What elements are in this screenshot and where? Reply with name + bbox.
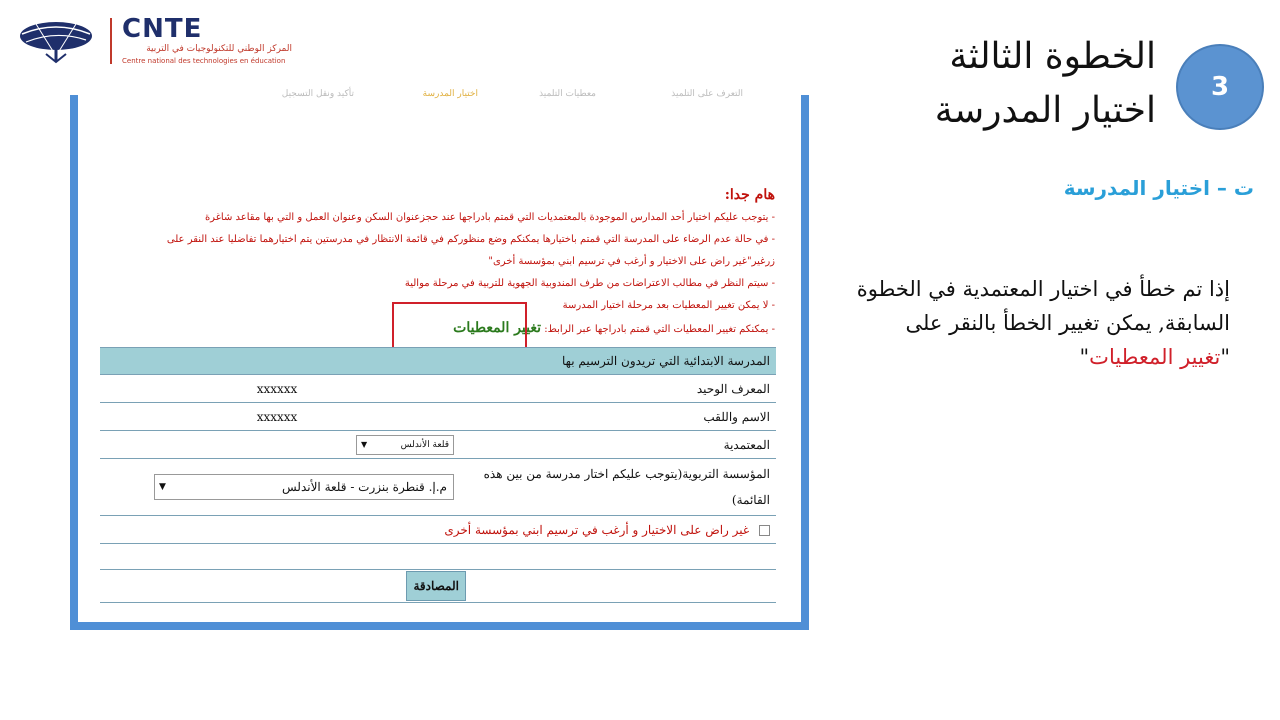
table-row [100, 544, 776, 570]
slide-title [836, 30, 1156, 138]
steps-bar [78, 89, 801, 103]
notice-line: - يتوجب عليكم اختيار أحد المدارس الموجودة بالمعتمديات التي قمتم بادراجها عند حجزعنوان السكن وعنوان العمل و التي بها مقاعد شاغرة [204, 212, 775, 223]
id-value: xxxxxx [100, 375, 454, 403]
step-number-badge: 3 [1176, 44, 1264, 130]
logo-divider [110, 18, 112, 64]
slide-title-line2: اختيار المدرسة [934, 90, 1156, 131]
step-choose-school: اختيار المدرسة [422, 89, 478, 99]
notice-line: - في حالة عدم الرضاء على المدرسة التي قمتم باختيارها يمكنكم وضع منظوركم في قائمة الانتظار في مدرستين يتم اختيارهما تفاضليا عند النقر على [166, 234, 775, 245]
table-row [100, 459, 776, 516]
form-header-row [100, 348, 776, 375]
delegation-label: المعتمدية [454, 431, 776, 459]
notice-line: - سيتم النظر في مطالب الاعتراضات من طرف المندوبية الجهوية للتربية في مرحلة موالية [404, 278, 775, 289]
table-row [100, 431, 776, 459]
school-select-value: م.إ. قنطرة بنزرت - قلعة الأندلس [281, 480, 447, 494]
form-header: المدرسة الابتدائية التي تريدون الترسيم بها [100, 348, 776, 375]
submit-button[interactable]: المصادقة [406, 571, 466, 601]
notice-change-prefix: - يمكنكم تغيير المعطيات التي قمتم بادراجها عبر الرابط: [544, 324, 775, 335]
slide-body-highlight: تغيير المعطيات [1089, 345, 1221, 369]
slide-title-line1: الخطوة الثالثة [949, 36, 1156, 77]
step-confirm: تأكيد ونقل التسجيل [281, 89, 354, 99]
logo-french-name: Centre national des technologies en éducation [122, 57, 286, 65]
school-select[interactable] [154, 474, 454, 500]
objection-checkbox[interactable] [759, 525, 770, 536]
dropdown-arrow-icon: ▼ [361, 439, 368, 449]
table-row [100, 403, 776, 431]
school-label: المؤسسة التربوية(يتوجب عليكم اختار مدرسة من بين هذه القائمة) [454, 459, 776, 516]
step-identify: التعرف على التلميذ [671, 89, 743, 99]
slide-body-suffix: " [1079, 345, 1090, 369]
id-label: المعرف الوحيد [454, 375, 776, 403]
notice-line: زرغير"غير راض على الاختيار و أرغب في ترسيم ابني بمؤسسة أخرى" [488, 256, 775, 267]
school-form [100, 347, 776, 603]
name-value: xxxxxx [100, 403, 454, 431]
dropdown-arrow-icon: ▼ [159, 482, 166, 492]
notice-title: هام جدا: [724, 187, 775, 203]
table-row [100, 570, 776, 603]
step-student-data: معطيات التلميذ [539, 89, 596, 99]
table-row [100, 375, 776, 403]
slide-body-prefix: إذا تم خطأ في اختيار المعتمدية في الخطوة السابقة, يمكن تغيير الخطأ بالنقر على " [856, 277, 1230, 369]
delegation-select[interactable] [356, 435, 454, 455]
registration-panel [78, 89, 801, 622]
table-row [100, 516, 776, 544]
logo-arabic-name: المركز الوطني للتكنولوجيات في التربية [146, 44, 292, 54]
logo-brand: CNTE [122, 14, 203, 44]
empty-row [100, 544, 776, 570]
slide-subheading: ت – اختيار المدرسة [1063, 176, 1254, 200]
delegation-select-value: قلعة الأندلس [400, 439, 449, 450]
globe-logo-icon [16, 16, 94, 64]
screenshot-frame [70, 89, 809, 630]
cnte-logo [16, 14, 296, 70]
objection-label: غير راض على الاختيار و أرغب في ترسيم ابني بمؤسسة أخرى [444, 522, 750, 537]
slide-body [850, 272, 1230, 374]
change-data-link[interactable]: تغيير المعطيات [453, 320, 542, 336]
name-label: الاسم واللقب [454, 403, 776, 431]
notice-line: - لا يمكن تغيير المعطيات بعد مرحلة اختيار المدرسة [562, 300, 775, 311]
